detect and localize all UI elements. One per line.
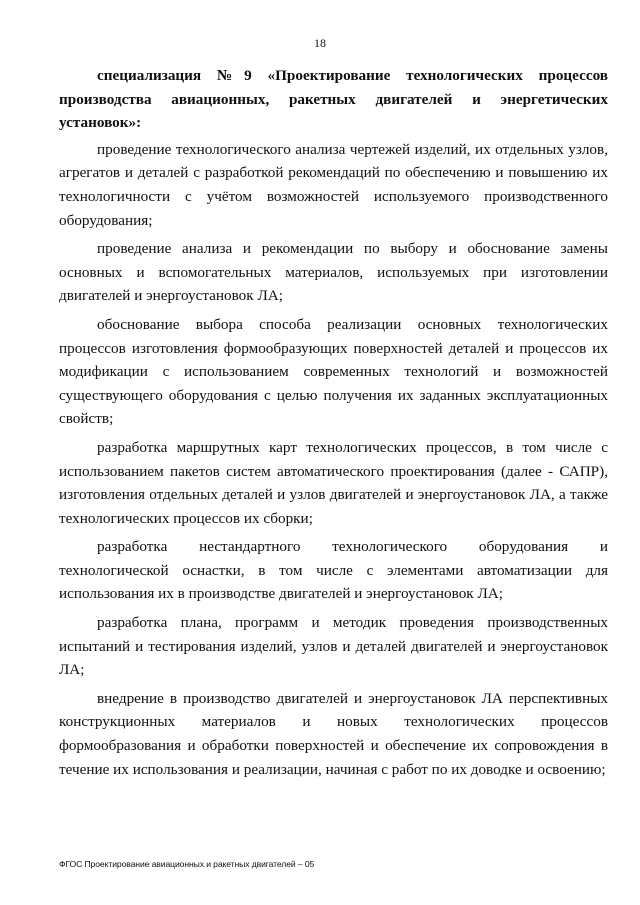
- paragraph: разработка маршрутных карт технологических процессов, в том числе с использованием пакетов систем автоматического проектирования (далее - САПР), изготовления отдельных деталей и узлов двигателей и энергоустановок ЛА, а также технологических процессов их сборки;: [59, 438, 608, 527]
- paragraph: разработка нестандартного технологического оборудования и технологической оснастки, в том числе с элементами автоматизации для использования их в производстве двигателей и энергоустановок ЛА;: [59, 538, 608, 603]
- paragraph: внедрение в производство двигателей и энергоустановок ЛА перспективных конструкционных материалов и новых технологических процессов формообразования и обработки поверхностей и обеспечение их сопровождения в течение их использования и реализации, начиная с работ по их доводке и освоению;: [59, 689, 608, 778]
- page-number: 18: [314, 36, 326, 50]
- paragraph: проведение анализа и рекомендации по выбору и обоснование замены основных и вспомогательных материалов, используемых при изготовлении двигателей и энергоустановок ЛА;: [59, 240, 608, 305]
- paragraph: проведение технологического анализа чертежей изделий, их отдельных узлов, агрегатов и деталей с разработкой рекомендаций по обеспечению и повышению их технологичности с учётом возможностей используемого производственного оборудования;: [59, 140, 608, 229]
- specialization-heading: специализация №9 «Проектирование технологических процессов производства авиационных, ракетных двигателей и энергетических установок»:: [59, 67, 608, 132]
- paragraph: обоснование выбора способа реализации основных технологических процессов изготовления формообразующих поверхностей деталей и процессов их модификации с использованием современных технологий и возможностей существующего оборудования с целью получения их заданных эксплуатационных свойств;: [59, 315, 608, 428]
- paragraph: разработка плана, программ и методик проведения производственных испытаний и тестирования изделий, узлов и деталей двигателей и энергоустановок ЛА;: [59, 614, 608, 679]
- page-footer: ФГОС Проектирование авиационных и ракетных двигателей – 05: [59, 859, 315, 869]
- document-body: [59, 64, 608, 786]
